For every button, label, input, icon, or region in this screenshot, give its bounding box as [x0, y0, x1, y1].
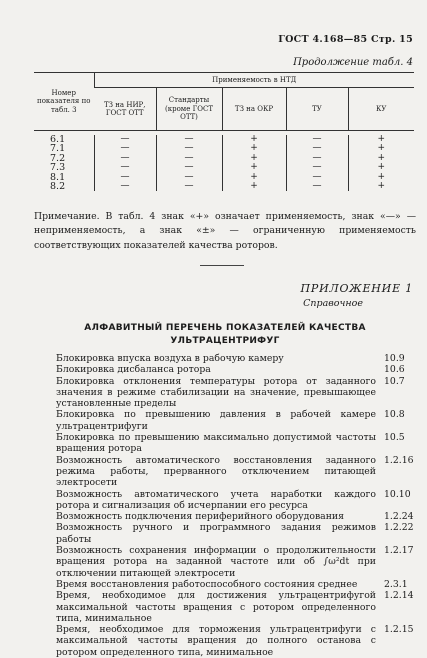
index-title-line-2: УЛЬТРАЦЕНТРИФУГ	[170, 336, 280, 347]
index-entry: Время, необходимое для достижения ультрацентрифугой максимальной частоты вращения с ротором определенного типа, минимальное 1.2.14	[56, 590, 414, 624]
table-row: 6.1 — — + — +	[34, 135, 414, 144]
entry-code: 1.2.24	[384, 511, 414, 523]
entry-code: 10.10	[384, 488, 411, 500]
index-entries	[56, 353, 414, 658]
index-entry: Возможность автоматического учета наработки каждого ротора и сигнализация об исчерпании его ресурса 10.10	[56, 488, 411, 511]
col-header-number: Номер показателя по табл. 3	[34, 73, 94, 131]
entry-code: 10.9	[384, 353, 405, 364]
table-row: 7.1 — — + — +	[34, 144, 414, 153]
entry-code: 1.2.15	[384, 624, 414, 636]
table-row: 7.2 — — + — +	[34, 154, 414, 163]
col-header-tz-okr: ТЗ на ОКР	[222, 88, 286, 131]
entry-code: 10.7	[384, 375, 405, 387]
col-header-tu: ТУ	[286, 88, 348, 131]
appendix-subtitle: Справочное	[303, 298, 363, 309]
entry-code: 1.2.17	[384, 545, 414, 557]
entry-code: 10.8	[384, 409, 405, 421]
entry-code: 1.2.14	[384, 590, 414, 602]
table-row: 7.3 — — + — +	[34, 163, 414, 172]
col-header-tz-nir: ТЗ на НИР, ГОСТ ОТТ	[94, 88, 156, 131]
index-entry: Блокировка впуска воздуха в рабочую камеру 10.9	[56, 353, 405, 364]
section-divider	[200, 265, 244, 266]
index-entry: Блокировка по превышению давления в рабочей камере ультрацентрифуги 10.8	[56, 409, 405, 432]
index-entry: Блокировка отклонения температуры ротора от заданного значения в режиме стабилизации на значение, превышающее установленные пределы 10.7	[56, 375, 405, 410]
index-entry: Возможность сохранения информации о продолжительности вращения ротора на заданной частоте или об ∫ω²dt при отключении питающей электросети 1.2.17	[56, 545, 414, 579]
index-entry: Время, необходимое для торможения ультрацентрифуги с максимальной частоты вращения до полного останова с ротором определенного типа, минимальное 1.2.15	[56, 624, 414, 658]
index-entry: Блокировка дисбаланса ротора 10.6	[56, 364, 405, 376]
group-header: Применяемость в НТД	[94, 73, 414, 88]
index-entry: Возможность ручного и программного задания режимов работы 1.2.22	[56, 522, 414, 545]
appendix-title: ПРИЛОЖЕНИЕ 1	[300, 282, 413, 295]
entry-code: 10.5	[384, 432, 405, 444]
table-note: Примечание. В табл. 4 знак «+» означает применяемость, знак «—» — неприменяемость, а знак «±» — ограниченную применяемость соответствующих показателей качества роторов.	[34, 211, 416, 251]
index-entry: Возможность подключения периферийного оборудования 1.2.24	[56, 511, 414, 523]
index-title	[60, 322, 390, 348]
entry-code: 2.3.1	[384, 578, 408, 590]
col-header-standards: Стандарты (кроме ГОСТ ОТТ)	[156, 88, 222, 131]
col-header-ku: КУ	[348, 88, 414, 131]
index-entry: Время восстановления работоспособного состояния среднее 2.3.1	[56, 578, 408, 590]
table-row: 8.1 — — + — +	[34, 173, 414, 182]
table-row: 8.2 — — + — +	[34, 182, 414, 191]
index-entry: Возможность автоматического восстановления заданного режима работы, прерванного отключением питающей электросети 1.2.16	[56, 454, 414, 489]
page-header: ГОСТ 4.168—85 Стр. 15	[278, 34, 413, 45]
entry-code: 10.6	[384, 364, 405, 376]
applicability-table	[34, 72, 414, 191]
index-entry: Блокировка по превышению максимально допустимой частоты вращения ротора 10.5	[56, 432, 405, 455]
table-continuation-label: Продолжение табл. 4	[293, 57, 413, 68]
entry-code: 1.2.22	[384, 522, 414, 534]
index-title-line-1: АЛФАВИТНЫЙ ПЕРЕЧЕНЬ ПОКАЗАТЕЛЕЙ КАЧЕСТВА	[84, 323, 366, 333]
entry-code: 1.2.16	[384, 454, 414, 466]
